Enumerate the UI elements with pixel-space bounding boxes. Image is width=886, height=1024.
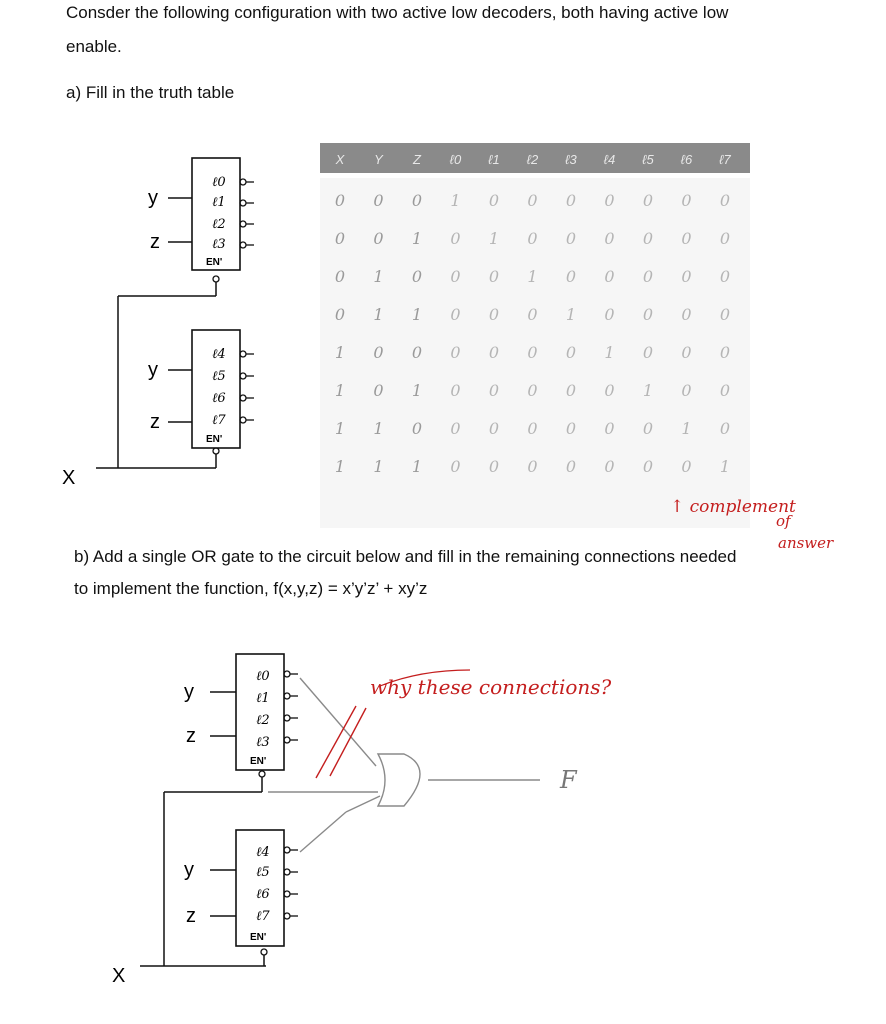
table-cell: 0 [681,229,692,248]
table-header-cell: ℓ5 [642,152,654,167]
table-cell: 0 [565,419,577,438]
question-note: why these connections? [370,675,612,699]
table-cell: 0 [527,305,538,324]
table-header-cell: ℓ1 [488,152,500,167]
decoder-b-bottom [184,830,298,955]
table-header-cell: Y [374,152,383,167]
table-cell: 0 [565,229,577,248]
table-header-cell: ℓ2 [526,152,539,167]
input-label-z: z [150,231,160,253]
table-cell: 0 [681,381,692,400]
part-a-prompt: a) Fill in the truth table [66,83,235,102]
instruction-line-2: enable. [66,37,122,56]
table-cell: 1 [411,457,423,476]
table-cell: 0 [642,457,654,476]
table-cell: 1 [373,419,384,438]
output-label-f: F [560,766,577,794]
table-cell: 0 [334,229,346,248]
table-cell: 1 [373,267,384,286]
table-cell: 0 [565,381,577,400]
annotation-answer: answer [778,534,834,552]
output-label: ℓ2 [256,713,270,728]
table-cell: 0 [411,343,423,362]
table-cell: 1 [604,343,615,362]
table-cell: 0 [334,305,346,324]
table-cell: 0 [488,457,500,476]
table-cell: 0 [527,457,538,476]
table-header-cell: Z [413,152,421,167]
table-cell: 0 [719,305,731,324]
table-cell: 0 [450,267,461,286]
table-cell: 0 [411,419,423,438]
table-cell: 0 [411,191,423,210]
output-label: ℓ3 [256,735,270,750]
table-cell: 0 [681,267,692,286]
output-label: ℓ6 [212,391,226,406]
output-label: ℓ7 [212,413,226,428]
table-cell: 0 [488,267,500,286]
table-cell: 0 [373,381,384,400]
part-b-prompt-line-1: b) Add a single OR gate to the circuit below and fill in the remaining connections needed [74,547,737,566]
table-cell: 0 [488,419,500,438]
decoder-a-bottom [148,330,254,454]
table-cell: 0 [719,191,731,210]
decoder-box [236,654,284,770]
table-cell: 1 [450,191,461,210]
table-header-cell: ℓ6 [680,152,693,167]
table-cell: 0 [450,419,461,438]
table-cell: 0 [488,191,500,210]
table-cell: 0 [719,381,731,400]
table-cell: 0 [450,381,461,400]
output-label: ℓ6 [256,887,270,902]
enable-label: EN' [206,257,223,268]
output-label: ℓ5 [256,865,270,880]
table-cell: 1 [681,419,692,438]
table-cell: 0 [450,305,461,324]
table-cell: 0 [373,343,384,362]
table-cell: 1 [642,381,654,400]
enable-label: EN' [206,434,223,445]
table-header-cell: ℓ3 [565,152,577,167]
table-cell: 0 [604,457,615,476]
enable-label: EN' [250,756,267,767]
table-cell: 0 [565,343,577,362]
table-header-cell: ℓ4 [603,152,616,167]
output-label: ℓ3 [212,237,226,252]
table-cell: 1 [565,305,577,324]
input-label-z: z [186,905,196,927]
x-wire-b [140,777,266,966]
table-cell: 0 [373,229,384,248]
table-cell: 0 [527,191,538,210]
table-header-cell: X [335,152,345,167]
decoder-a-top [148,158,254,282]
table-cell: 0 [565,457,577,476]
table-cell: 0 [681,457,692,476]
output-label: ℓ7 [256,909,270,924]
table-cell: 0 [565,267,577,286]
output-label: ℓ4 [212,347,226,362]
part-b-prompt-line-2: to implement the function, f(x,y,z) = x’y’z’ + xy’z [74,579,428,598]
table-cell: 1 [411,305,423,324]
input-label-y: y [184,681,194,703]
output-label: ℓ1 [212,195,226,210]
table-cell: 0 [681,305,692,324]
table-cell: 0 [565,191,577,210]
table-cell: 0 [373,191,384,210]
table-cell: 1 [334,381,346,400]
output-label: ℓ0 [212,175,226,190]
table-cell: 0 [604,381,615,400]
table-cell: 0 [642,305,654,324]
table-cell: 0 [681,191,692,210]
table-cell: 0 [527,343,538,362]
annotation-of: of [776,512,791,530]
drawn-gate [268,678,540,852]
input-label-y: y [148,187,158,209]
table-cell: 0 [642,191,654,210]
x-label-a: X [62,467,76,489]
decoder-box [236,830,284,946]
truth-table [320,143,750,528]
table-cell: 1 [411,229,423,248]
table-cell: 0 [719,343,731,362]
output-label: ℓ1 [256,691,270,706]
table-cell: 0 [488,305,500,324]
table-cell: 0 [450,457,461,476]
table-cell: 0 [527,229,538,248]
table-cell: 0 [604,267,615,286]
table-cell: 0 [488,381,500,400]
output-label: ℓ5 [212,369,226,384]
table-cell: 0 [642,419,654,438]
table-header-cell: ℓ7 [719,152,731,167]
table-cell: 0 [450,343,461,362]
table-cell: 1 [334,457,346,476]
table-cell: 0 [334,267,346,286]
table-cell: 0 [527,381,538,400]
output-label: ℓ2 [212,217,226,232]
annotation-complement: ↑ complement [670,497,796,517]
table-cell: 0 [642,343,654,362]
table-cell: 0 [604,191,615,210]
input-label-y: y [184,859,194,881]
output-label: ℓ4 [256,845,270,860]
table-header-cell: ℓ0 [449,152,462,167]
instruction-line-1: Consder the following configuration with two active low decoders, both having active low [66,3,729,22]
enable-label: EN' [250,932,267,943]
input-label-z: z [150,411,160,433]
table-cell: 1 [373,305,384,324]
table-cell: 0 [604,229,615,248]
table-cell: 1 [527,267,538,286]
table-cell: 1 [719,457,731,476]
table-cell: 1 [411,381,423,400]
table-cell: 0 [719,267,731,286]
table-cell: 1 [334,419,346,438]
input-label-z: z [186,725,196,747]
table-cell: 1 [334,343,346,362]
table-cell: 0 [488,343,500,362]
table-cell: 0 [604,419,615,438]
table-cell: 0 [604,305,615,324]
red-strike-marks [316,706,366,778]
input-label-y: y [148,359,158,381]
x-label-b: X [112,965,126,987]
table-cell: 1 [373,457,384,476]
table-cell: 0 [527,419,538,438]
decoder-b-top [184,654,298,777]
table-cell: 0 [719,419,731,438]
table-cell: 0 [411,267,423,286]
output-label: ℓ0 [256,669,270,684]
table-cell: 0 [719,229,731,248]
table-cell: 0 [642,229,654,248]
table-cell: 1 [488,229,500,248]
table-cell: 0 [334,191,346,210]
table-cell: 0 [642,267,654,286]
table-cell: 0 [450,229,461,248]
table-cell: 0 [681,343,692,362]
